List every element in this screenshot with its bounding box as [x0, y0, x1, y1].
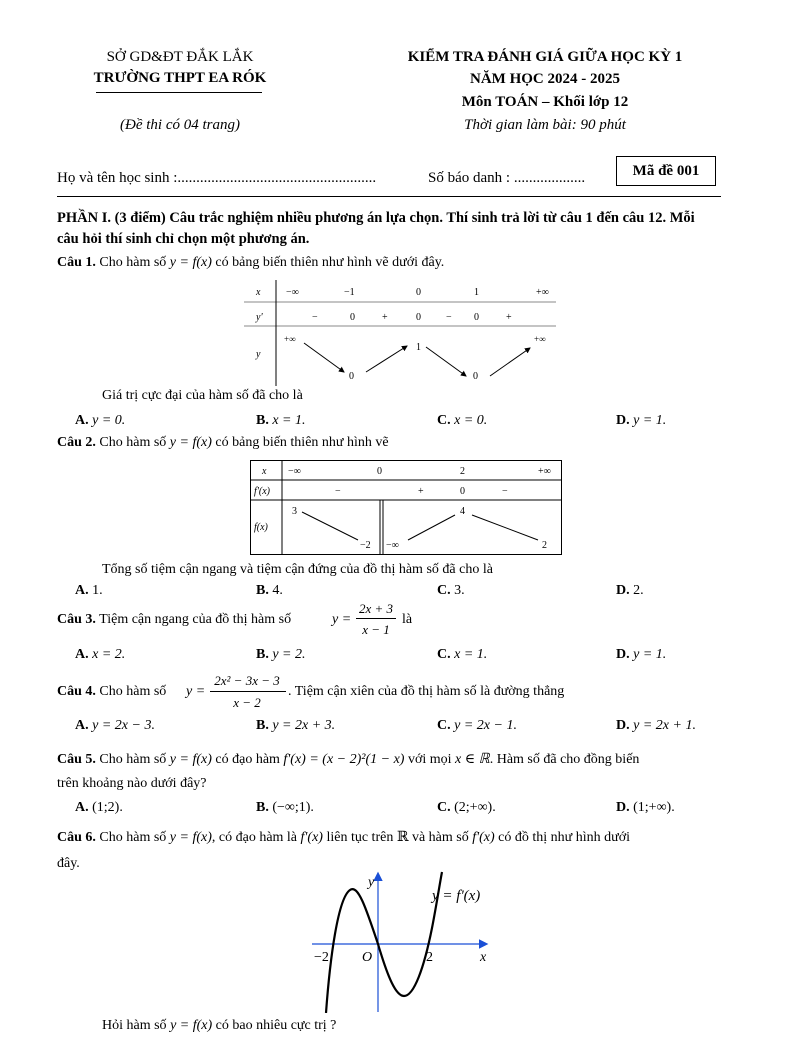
- q1-opt-a: y = 0.: [92, 413, 126, 428]
- q6-deriv: f'(x): [300, 830, 323, 845]
- subject: Môn TOÁN – Khối lớp 12: [461, 94, 629, 110]
- q3-post: là: [402, 612, 413, 627]
- q6-tick-2: 2: [426, 950, 433, 965]
- q6-func: y = f(x): [169, 830, 212, 845]
- q4-fraction-bar: [210, 691, 286, 692]
- q2-line-down-1: [302, 512, 358, 540]
- q6-label: Câu 6.: [57, 830, 96, 845]
- q6-tick-neg2: −2: [314, 950, 329, 965]
- q2-opt-d: 2.: [633, 583, 644, 598]
- q1-y-val-3: 0: [473, 371, 478, 382]
- q4-pre: Cho hàm số: [99, 684, 167, 699]
- q6-mid2: liên tục trên: [326, 830, 394, 845]
- q2-x-val-1: 0: [377, 466, 382, 477]
- q4-opt-c: y = 2x − 1.: [454, 718, 517, 733]
- q2-func: y = f(x): [169, 435, 212, 450]
- q1-label: Câu 1.: [57, 255, 96, 270]
- q1-x-val-2: 0: [416, 287, 421, 298]
- q5-mid2: với mọi: [407, 752, 452, 767]
- q5-opt-b-key: B.: [256, 800, 269, 815]
- q5-mid: có đạo hàm: [215, 752, 280, 767]
- q2-opt-b: 4.: [272, 583, 283, 598]
- q2-sign-1: +: [418, 486, 424, 497]
- student-id-field: Số báo danh : ...................: [428, 170, 586, 186]
- part1-instruction-line2: câu hỏi thí sinh chỉ chọn một phương án.: [57, 231, 310, 247]
- q2-line-up: [408, 515, 455, 540]
- q6-mid3: và hàm số: [411, 830, 469, 845]
- q3-stem: [57, 612, 291, 628]
- q5-opt-d-key: D.: [616, 800, 630, 815]
- q1-sign-6: +: [506, 312, 512, 323]
- q4-stem: [57, 684, 166, 700]
- q4-opt-b-key: B.: [256, 718, 269, 733]
- q4-opt-a: y = 2x − 3.: [92, 718, 155, 733]
- q1-sign-4: −: [446, 312, 452, 323]
- q2-opt-a: 1.: [92, 583, 103, 598]
- q5-domain: x ∈ ℝ: [455, 752, 490, 767]
- q6-question-pre: Hỏi hàm số: [102, 1018, 167, 1033]
- q1-y-val-2: 1: [416, 342, 421, 353]
- q1-post: có bảng biến thiên như hình vẽ dưới đây.: [215, 255, 445, 270]
- header-divider: [57, 196, 721, 197]
- q3-opt-d: y = 1.: [633, 647, 667, 662]
- q5-pre: Cho hàm số: [99, 752, 167, 767]
- q3-fraction-bar: [356, 618, 396, 619]
- q2-f-val-1: −2: [360, 540, 371, 551]
- q1-x-val-1: −1: [344, 287, 355, 298]
- q5-label: Câu 5.: [57, 752, 96, 767]
- q5-opt-a-key: A.: [75, 800, 89, 815]
- q3-opt-a-key: A.: [75, 647, 89, 662]
- q2-opt-d-key: D.: [616, 583, 630, 598]
- q2-line-down-2: [472, 515, 538, 540]
- q3-opt-d-key: D.: [616, 647, 630, 662]
- q3-label: Câu 3.: [57, 612, 96, 627]
- q2-fp-label: f'(x): [254, 486, 271, 497]
- q2-question: Tổng số tiệm cận ngang và tiệm cận đứng của đồ thị hàm số đã cho là: [102, 562, 493, 577]
- q1-opt-d-key: D.: [616, 413, 630, 428]
- q5-opt-c-key: C.: [437, 800, 451, 815]
- q4-denominator: x − 2: [233, 695, 261, 710]
- q1-y-val-4: +∞: [534, 334, 546, 344]
- q4-opt-a-key: A.: [75, 718, 89, 733]
- q6-question-func: y = f(x): [170, 1018, 213, 1033]
- q5-opt-d: (1;+∞).: [633, 800, 675, 815]
- q2-pre: Cho hàm số: [99, 435, 167, 450]
- q2-f-val-4: 2: [542, 540, 547, 551]
- student-name-field: Họ và tên học sinh :.....................................................: [57, 170, 377, 186]
- q1-sign-1: 0: [350, 312, 355, 323]
- q2-f-val-2: −∞: [386, 540, 399, 551]
- q6-pre: Cho hàm số: [99, 830, 167, 845]
- q1-pre: Cho hàm số: [99, 255, 167, 270]
- q5-post: . Hàm số đã cho đồng biến: [489, 752, 640, 767]
- q6-domain: ℝ: [396, 830, 409, 845]
- q2-x-val-2: 2: [460, 466, 465, 477]
- q1-x-val-4: +∞: [536, 287, 549, 298]
- school-underline: [96, 92, 262, 93]
- q6-x-axis-label: x: [480, 950, 487, 965]
- q3-opt-b-key: B.: [256, 647, 269, 662]
- q1-variation-table: [244, 280, 556, 386]
- q1-opt-a-key: A.: [75, 413, 89, 428]
- q2-x-label: x: [262, 466, 267, 477]
- q4-opt-c-key: C.: [437, 718, 451, 733]
- q1-x-label: x: [256, 287, 261, 298]
- q2-f-val-0: 3: [292, 506, 297, 517]
- pages-note: (Đề thi có 04 trang): [120, 117, 240, 133]
- q4-opt-d-key: D.: [616, 718, 630, 733]
- q2-stem: [57, 435, 389, 451]
- q1-x-val-0: −∞: [286, 287, 299, 298]
- q1-sign-3: 0: [416, 312, 421, 323]
- q2-opt-c: 3.: [454, 583, 465, 598]
- q2-variation-table: [250, 460, 562, 555]
- q4-label: Câu 4.: [57, 684, 96, 699]
- q2-label: Câu 2.: [57, 435, 96, 450]
- q1-sign-2: +: [382, 312, 388, 323]
- exam-title: KIỂM TRA ĐÁNH GIÁ GIỮA HỌC KỲ 1: [407, 49, 683, 65]
- school-name: TRƯỜNG THPT EA RÓK: [93, 70, 267, 86]
- q2-sign-0: −: [335, 486, 341, 497]
- q4-numerator: 2x² − 3x − 3: [214, 673, 280, 688]
- q2-opt-a-key: A.: [75, 583, 89, 598]
- q6-curve: [326, 872, 442, 1013]
- q6-y-axis-label: y: [368, 875, 375, 890]
- q1-arrow-up-1: [366, 346, 407, 372]
- q1-arrow-down-1: [304, 343, 344, 372]
- q1-opt-d: y = 1.: [633, 413, 667, 428]
- q3-opt-c: x = 1.: [454, 647, 488, 662]
- q2-post: có bảng biến thiên như hình vẽ: [215, 435, 389, 450]
- q1-opt-b-key: B.: [256, 413, 269, 428]
- q1-opt-c-key: C.: [437, 413, 451, 428]
- q6-post: có đồ thị như hình dưới: [498, 830, 631, 845]
- q5-opt-c: (2;+∞).: [454, 800, 496, 815]
- q5-opt-a: (1;2).: [92, 800, 123, 815]
- q4-opt-b: y = 2x + 3.: [272, 718, 336, 733]
- q1-y-val-1: 0: [349, 371, 354, 382]
- q2-sign-2: 0: [460, 486, 465, 497]
- q3-denominator: x − 1: [362, 622, 390, 637]
- q3-opt-c-key: C.: [437, 647, 451, 662]
- q6-stem: [57, 829, 630, 846]
- q2-opt-c-key: C.: [437, 583, 451, 598]
- q6-curve-label: y = f'(x): [432, 888, 481, 904]
- q1-arrow-up-2: [490, 348, 530, 376]
- q5-func: y = f(x): [169, 752, 212, 767]
- exam-time: Thời gian làm bài: 90 phút: [464, 117, 626, 133]
- q1-y-label: y: [256, 349, 261, 360]
- q6-line2: đây.: [57, 856, 80, 871]
- q3-opt-b: y = 2.: [272, 647, 306, 662]
- q6-derivative-graph: [300, 868, 500, 1013]
- q1-yp-label: y': [256, 312, 263, 323]
- exam-code-box: Mã đề 001: [616, 156, 716, 186]
- q5-deriv: f'(x) = (x − 2)²(1 − x): [283, 752, 405, 767]
- q6-origin: O: [362, 950, 373, 965]
- q2-f-label: f(x): [254, 522, 268, 533]
- q3-numerator: 2x + 3: [358, 601, 394, 616]
- q1-opt-c: x = 0.: [454, 413, 488, 428]
- q4-post: . Tiệm cận xiên của đồ thị hàm số là đường thẳng: [288, 684, 565, 699]
- q6-question-post: có bao nhiêu cực trị ?: [215, 1018, 337, 1033]
- q3-pre: Tiệm cận ngang của đồ thị hàm số: [99, 612, 292, 627]
- q2-x-val-0: −∞: [288, 466, 301, 477]
- part1-instruction-line1: PHẦN I. (3 điểm) Câu trắc nghiệm nhiều phương án lựa chọn. Thí sinh trả lời từ câu 1 đến câu 12. Mỗi: [57, 210, 695, 226]
- q5-line2: trên khoảng nào dưới đây?: [57, 776, 207, 791]
- q4-y-eq: y =: [186, 684, 206, 699]
- q5-stem: [57, 751, 639, 768]
- q5-opt-b: (−∞;1).: [272, 800, 314, 815]
- q1-arrow-down-2: [426, 347, 466, 376]
- dept-name: SỞ GD&ĐT ĐẮK LẮK: [106, 49, 254, 65]
- q3-y-eq: y =: [332, 612, 352, 627]
- q4-opt-d: y = 2x + 1.: [633, 718, 696, 733]
- q6-question: [102, 1018, 336, 1034]
- q1-opt-b: x = 1.: [272, 413, 306, 428]
- q1-sign-0: −: [312, 312, 318, 323]
- q2-f-val-3: 4: [460, 506, 465, 517]
- school-year: NĂM HỌC 2024 - 2025: [470, 71, 620, 87]
- q1-question: Giá trị cực đại của hàm số đã cho là: [102, 388, 303, 403]
- q2-opt-b-key: B.: [256, 583, 269, 598]
- q1-func: y = f(x): [169, 255, 212, 270]
- q1-y-val-0: +∞: [284, 334, 296, 344]
- q6-mid: , có đạo hàm là: [211, 830, 298, 845]
- q6-deriv2: f'(x): [472, 830, 495, 845]
- q2-sign-3: −: [502, 486, 508, 497]
- q1-sign-5: 0: [474, 312, 479, 323]
- q1-x-val-3: 1: [474, 287, 479, 298]
- q1-stem: [57, 255, 444, 271]
- q2-x-val-3: +∞: [538, 466, 551, 477]
- q3-opt-a: x = 2.: [92, 647, 126, 662]
